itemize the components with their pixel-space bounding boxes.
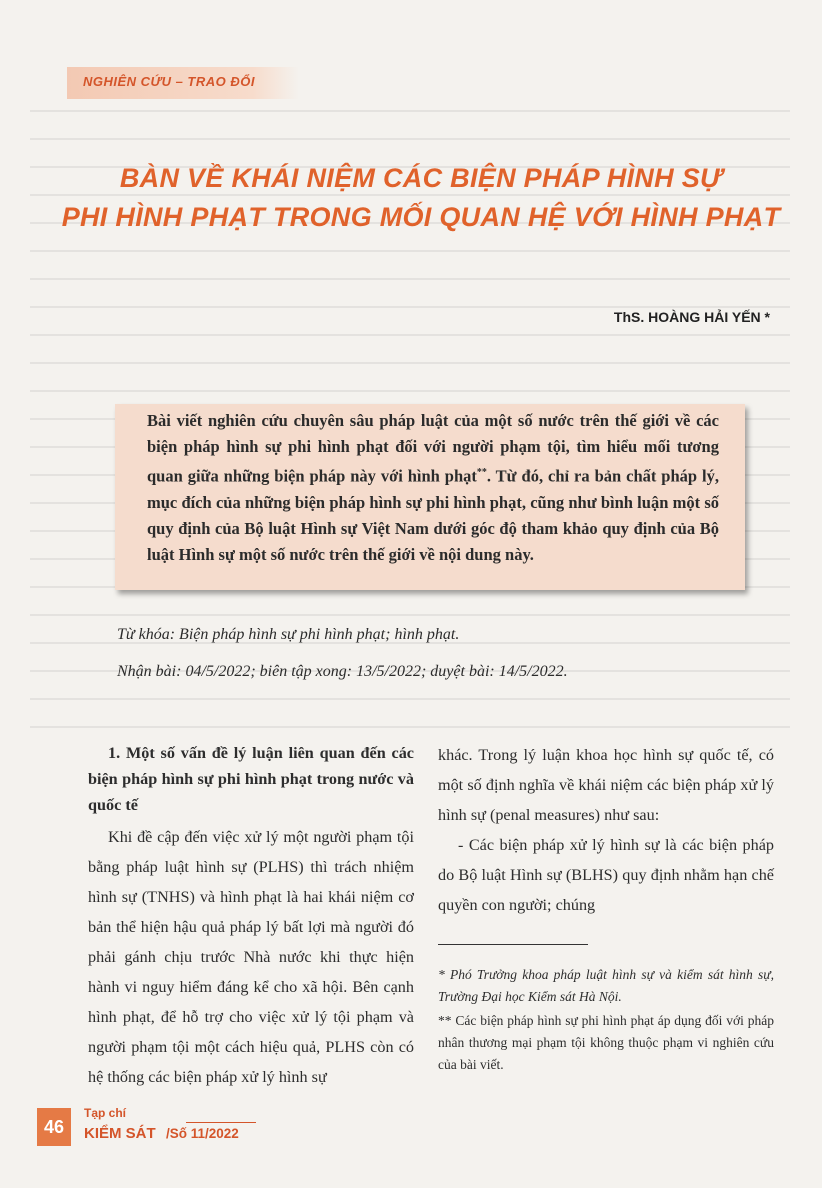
- received-dates: Nhận bài: 04/5/2022; biên tập xong: 13/5/2022; duyệt bài: 14/5/2022.: [117, 663, 568, 680]
- article-title-line-1: BÀN VỀ KHÁI NIỆM CÁC BIỆN PHÁP HÌNH SỰ: [119, 163, 723, 193]
- footnote-2: ** Các biện pháp hình sự phi hình phạt áp dụng đối với pháp nhân thương mại phạm tội không thuộc phạm vi nghiên cứu của bài viết.: [438, 1013, 774, 1072]
- right-paragraph-1: khác. Trong lý luận khoa học hình sự quốc tế, có một số định nghĩa về khái niệm các biện pháp xử lý hình sự (penal measures) như sau:: [438, 746, 774, 824]
- magazine-label: Tạp chí: [84, 1106, 127, 1120]
- left-column: [88, 740, 414, 1092]
- section-label: NGHIÊN CỨU – TRAO ĐỔI: [83, 74, 255, 89]
- right-paragraph-2: - Các biện pháp xử lý hình sự là các biện pháp do Bộ luật Hình sự (BLHS) quy định nhằm hạn chế quyền con người; chúng: [438, 836, 774, 914]
- keywords: Từ khóa: Biện pháp hình sự phi hình phạt; hình phạt.: [117, 626, 460, 643]
- left-paragraph: Khi đề cập đến việc xử lý một người phạm tội bằng pháp luật hình sự (PLHS) thì trách nhiệm hình sự (TNHS) và hình phạt là hai khái niệm cơ bản thể hiện hậu quả pháp lý bất lợi mà người đó phải gánh chịu trước Nhà nước khi thực hiện hành vi nguy hiểm đáng kể cho xã hội. Bên cạnh hình phạt, để hỗ trợ cho việc xử lý tội phạm và người phạm tội một cách hiệu quả, PLHS còn có hệ thống các biện pháp xử lý hình sự: [88, 828, 414, 1086]
- magazine-divider: [186, 1122, 256, 1123]
- footnote-marker: **: [476, 467, 487, 478]
- article-title-line-2: PHI HÌNH PHẠT TRONG MỐI QUAN HỆ VỚI HÌNH PHẠT: [61, 202, 781, 232]
- footnote-divider: [438, 944, 588, 945]
- abstract-text: [147, 408, 719, 568]
- abstract-tail: . Từ đó, chỉ ra bản chất pháp lý, mục đích của những biện pháp hình sự phi hình phạt, cũng như bình luận một số quy định của Bộ luật Hình sự Việt Nam dưới góc độ tham khảo quy định của Bộ luật Hình sự một số nước trên thế giới về nội dung này.: [147, 466, 719, 564]
- abstract-main: Bài viết nghiên cứu chuyên sâu pháp luật của một số nước trên thế giới về các biện pháp hình sự phi hình phạt đối với người phạm tội, tìm hiểu mối tương quan giữa những biện pháp này với hình phạt: [147, 411, 719, 486]
- footnote-1: * Phó Trưởng khoa pháp luật hình sự và kiểm sát hình sự, Trường Đại học Kiểm sát Hà Nội.: [438, 967, 774, 1004]
- author-name: ThS. HOÀNG HẢI YẾN *: [613, 309, 770, 325]
- right-column: [438, 740, 774, 920]
- magazine-name: KIỂM SÁT: [84, 1125, 156, 1142]
- abstract-box: [115, 404, 745, 590]
- section-heading: 1. Một số vấn đề lý luận liên quan đến các biện pháp hình sự phi hình phạt trong nước và quốc tế: [88, 744, 414, 814]
- page-number: 46: [37, 1108, 71, 1146]
- issue-number: /Số 11/2022: [166, 1126, 239, 1141]
- section-tag: [67, 67, 299, 99]
